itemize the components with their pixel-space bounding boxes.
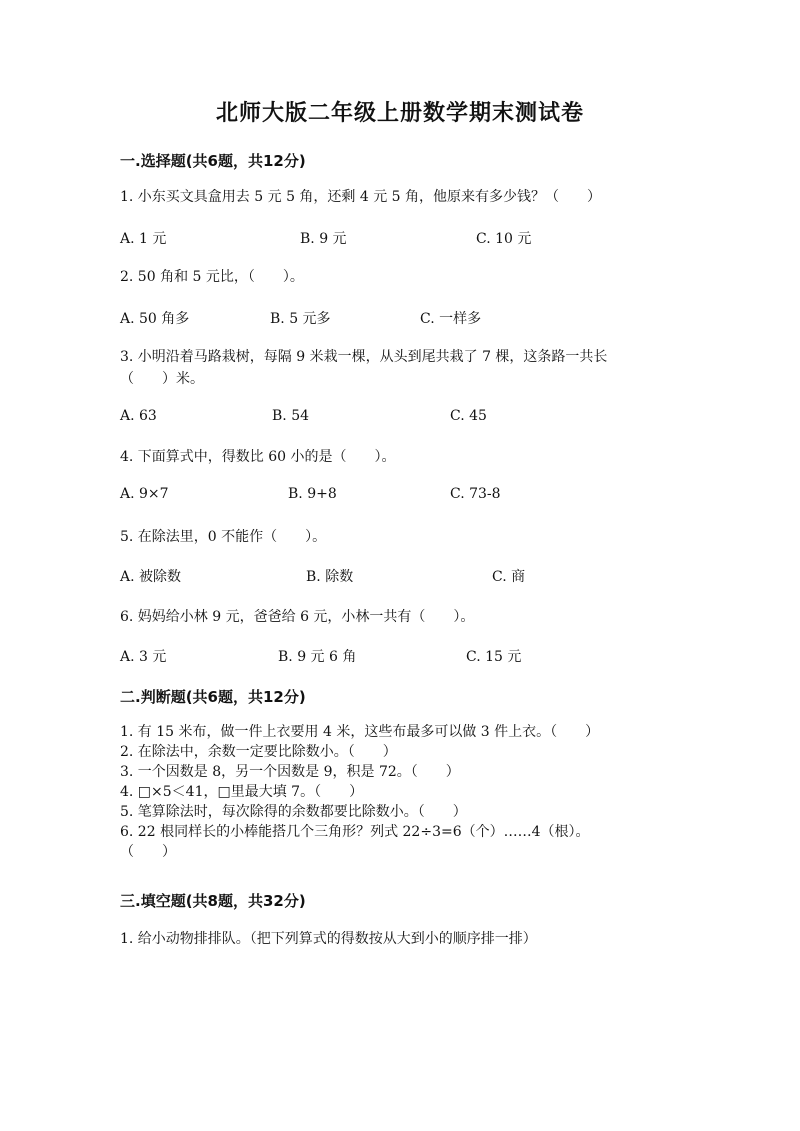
question-2-option-a: A. 50 角多 [120, 311, 190, 327]
question-3-stem-cont: （ ）米。 [120, 371, 204, 387]
question-1-option-b: B. 9 元 [300, 231, 347, 247]
question-3-option-c: C. 45 [450, 408, 487, 424]
question-3-option-b: B. 54 [272, 408, 310, 424]
judge-item-5: 5. 笔算除法时，每次除得的余数都要比除数小。（ ） [120, 804, 467, 820]
section-header-fill: 三.填空题(共8题，共32分) [120, 892, 306, 910]
judge-item-4: 4. □×5＜41，□里最大填 7。（ ） [120, 784, 364, 800]
section-header-choice: 一.选择题(共6题，共12分) [120, 152, 306, 170]
question-6-option-b: B. 9 元 6 角 [278, 649, 357, 665]
question-1-option-c: C. 10 元 [476, 231, 532, 247]
question-6-option-a: A. 3 元 [120, 649, 167, 665]
question-4-option-a: A. 9×7 [120, 486, 169, 502]
question-6-option-c: C. 15 元 [466, 649, 522, 665]
question-5-stem: 5. 在除法里，0 不能作（ ）。 [120, 529, 327, 545]
question-5-option-b: B. 除数 [306, 569, 354, 585]
question-2-stem: 2. 50 角和 5 元比，（ ）。 [120, 269, 304, 285]
question-1-option-a: A. 1 元 [120, 231, 167, 247]
question-5-option-c: C. 商 [492, 569, 526, 585]
question-2-option-b: B. 5 元多 [270, 311, 331, 327]
question-4-option-b: B. 9+8 [288, 486, 337, 502]
judge-item-3: 3. 一个因数是 8，另一个因数是 9，积是 72。（ ） [120, 764, 460, 780]
question-2-option-c: C. 一样多 [420, 311, 482, 327]
judge-item-6: 6. 22 根同样长的小棒能搭几个三角形？列式 22÷3=6（个）……4（根）。 [120, 824, 590, 840]
question-1-stem: 1. 小东买文具盒用去 5 元 5 角，还剩 4 元 5 角，他原来有多少钱？（ ） [120, 189, 602, 205]
fill-item-1: 1. 给小动物排排队。（把下列算式的得数按从大到小的顺序排一排） [120, 931, 537, 947]
question-3-stem: 3. 小明沿着马路栽树，每隔 9 米栽一棵，从头到尾共栽了 7 棵，这条路一共长 [120, 349, 608, 365]
judge-item-6-cont: （ ） [120, 844, 176, 860]
question-4-option-c: C. 73-8 [450, 486, 501, 502]
judge-item-1: 1. 有 15 米布，做一件上衣要用 4 米，这些布最多可以做 3 件上衣。（ ） [120, 724, 600, 740]
question-3-option-a: A. 63 [120, 408, 157, 424]
question-5-option-a: A. 被除数 [120, 569, 182, 585]
question-6-stem: 6. 妈妈给小林 9 元，爸爸给 6 元，小林一共有（ ）。 [120, 609, 475, 625]
question-4-stem: 4. 下面算式中，得数比 60 小的是（ ）。 [120, 449, 396, 465]
section-header-judge: 二.判断题(共6题，共12分) [120, 688, 306, 706]
judge-item-2: 2. 在除法中，余数一定要比除数小。（ ） [120, 744, 397, 760]
page-title: 北师大版二年级上册数学期末测试卷 [215, 101, 584, 126]
